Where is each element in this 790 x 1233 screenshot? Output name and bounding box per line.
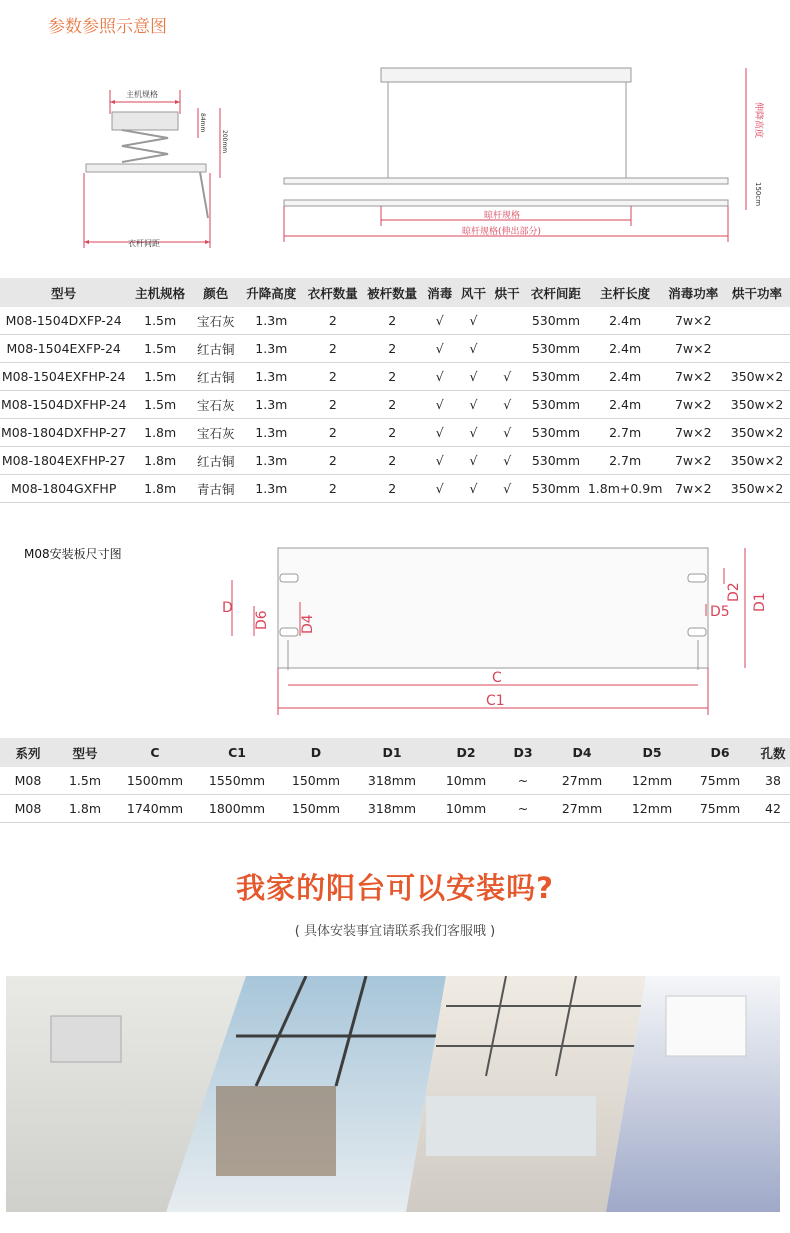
spec-cell: 2.7m (588, 419, 663, 447)
spec-cell: 7w×2 (662, 307, 724, 335)
spec-cell: 宝石灰 (193, 391, 239, 419)
spec-cell: 宝石灰 (193, 419, 239, 447)
section-title: 参数参照示意图 (48, 17, 167, 37)
dims-table-body (0, 767, 790, 823)
table-row (0, 363, 790, 391)
spec-cell: M08-1804GXFHP (0, 475, 127, 503)
spec-cell: 7w×2 (662, 447, 724, 475)
spec-cell: 530mm (524, 391, 588, 419)
spec-cell: 1.3m (239, 335, 305, 363)
spec-cell: 2 (304, 475, 361, 503)
spec-cell: 2 (304, 363, 361, 391)
label-D2: D2 (726, 582, 742, 602)
spec-cell: 530mm (524, 419, 588, 447)
dims-header-8: D4 (544, 738, 620, 767)
dims-cell: 12mm (620, 795, 684, 823)
dims-header-7: D3 (502, 738, 544, 767)
spec-cell: M08-1804EXFHP-27 (0, 447, 127, 475)
dims-header-2: C (114, 738, 196, 767)
spec-cell: M08-1504EXFHP-24 (0, 363, 127, 391)
dims-header-11: 孔数 (756, 738, 790, 767)
spec-cell: √ (423, 475, 457, 503)
label-C1: C1 (486, 693, 505, 709)
spec-cell: 2 (362, 419, 423, 447)
dims-table (0, 738, 790, 823)
spec-header-9: 衣杆间距 (524, 278, 588, 307)
label-D6: D6 (254, 610, 270, 630)
spec-cell: 350w×2 (724, 419, 790, 447)
label-D5: D5 (710, 604, 730, 620)
dim-84-label: 84mm (199, 113, 206, 133)
spec-cell: 530mm (524, 475, 588, 503)
spec-cell: 2 (362, 335, 423, 363)
dims-cell: 38 (756, 767, 790, 795)
dims-header-5: D1 (354, 738, 430, 767)
dim-200-label: 200mm (221, 130, 228, 154)
spec-cell (490, 335, 524, 363)
spec-cell: 1.5m (127, 391, 193, 419)
spec-cell: 1.5m (127, 307, 193, 335)
spec-cell: 2 (304, 447, 361, 475)
spec-cell: 1.3m (239, 391, 305, 419)
dims-cell: 42 (756, 795, 790, 823)
rack-spec-label: 晾杆规格 (484, 211, 521, 221)
dims-cell: 1.8m (56, 795, 114, 823)
spec-cell: 2 (362, 447, 423, 475)
spec-cell: 2 (362, 307, 423, 335)
spec-header-5: 被杆数量 (362, 278, 423, 307)
spec-cell: 1.8m (127, 447, 193, 475)
spec-cell: 2 (304, 419, 361, 447)
spec-cell: 350w×2 (724, 363, 790, 391)
table-row (0, 795, 790, 823)
spec-cell: 530mm (524, 447, 588, 475)
spec-cell: 7w×2 (662, 335, 724, 363)
spec-cell: 1.5m (127, 335, 193, 363)
dims-header-6: D2 (430, 738, 502, 767)
spec-cell: 2 (362, 363, 423, 391)
spec-header-4: 衣杆数量 (304, 278, 361, 307)
dims-cell: 10mm (430, 795, 502, 823)
spec-table (0, 278, 790, 503)
spec-cell: 2 (362, 391, 423, 419)
spec-cell: √ (490, 363, 524, 391)
dims-header-0: 系列 (0, 738, 56, 767)
spec-cell: 1.8m (127, 475, 193, 503)
spec-header-12: 烘干功率 (724, 278, 790, 307)
dims-cell: ~ (502, 795, 544, 823)
spec-header-6: 消毒 (423, 278, 457, 307)
spec-cell: √ (457, 391, 491, 419)
dim-150-label: 150cm (754, 182, 762, 207)
spec-table-body (0, 307, 790, 503)
spec-cell: √ (457, 307, 491, 335)
spec-cell: 1.5m (127, 363, 193, 391)
table-row (0, 391, 790, 419)
spec-cell: 2.4m (588, 391, 663, 419)
spec-cell: 1.3m (239, 419, 305, 447)
spec-cell: 1.3m (239, 307, 305, 335)
spec-cell (724, 335, 790, 363)
spec-cell: M08-1504DXFP-24 (0, 307, 127, 335)
dims-cell: 1500mm (114, 767, 196, 795)
spec-cell: √ (490, 419, 524, 447)
dims-cell: ~ (502, 767, 544, 795)
dims-cell: 27mm (544, 767, 620, 795)
spec-cell: 2 (362, 475, 423, 503)
headline: 我家的阳台可以安装吗? (236, 871, 554, 905)
spec-cell: 530mm (524, 307, 588, 335)
spec-cell: √ (490, 391, 524, 419)
dims-cell: 150mm (278, 767, 354, 795)
spec-cell: 7w×2 (662, 363, 724, 391)
spec-header-8: 烘干 (490, 278, 524, 307)
spec-cell: √ (423, 419, 457, 447)
dims-cell: 75mm (684, 767, 756, 795)
spec-cell: 2 (304, 335, 361, 363)
spec-header-1: 主机规格 (127, 278, 193, 307)
spec-header-11: 消毒功率 (662, 278, 724, 307)
spec-cell: 1.3m (239, 363, 305, 391)
spec-cell: 1.3m (239, 475, 305, 503)
spec-cell: 红古铜 (193, 363, 239, 391)
spec-cell: √ (423, 335, 457, 363)
label-D: D (222, 600, 233, 616)
spec-cell: 2 (304, 307, 361, 335)
balcony-photo-collage (6, 976, 780, 1212)
spec-header-10: 主杆长度 (588, 278, 663, 307)
spec-cell: 1.3m (239, 447, 305, 475)
table-row (0, 419, 790, 447)
spec-cell: 宝石灰 (193, 307, 239, 335)
spec-cell: √ (457, 363, 491, 391)
spec-cell: 350w×2 (724, 447, 790, 475)
table-row (0, 447, 790, 475)
dims-cell: 1550mm (196, 767, 278, 795)
spec-cell: M08-1504DXFHP-24 (0, 391, 127, 419)
dims-header-row (0, 738, 790, 767)
rack-diagram (276, 60, 776, 250)
dims-cell: 27mm (544, 795, 620, 823)
spec-cell: 1.8m (127, 419, 193, 447)
table-row (0, 307, 790, 335)
table-row (0, 335, 790, 363)
spec-cell: √ (457, 335, 491, 363)
host-spec-label: 主机规格 (126, 90, 158, 99)
spec-cell: 2.4m (588, 335, 663, 363)
spec-cell: √ (457, 475, 491, 503)
dims-cell: 318mm (354, 795, 430, 823)
lift-height-label: 伸降高度 (753, 102, 763, 139)
rack-spec-ext-label: 晾杆规格(伸出部分) (462, 227, 542, 237)
spec-cell: √ (423, 391, 457, 419)
dims-header-9: D5 (620, 738, 684, 767)
label-D4: D4 (300, 614, 316, 634)
spec-header-7: 风干 (457, 278, 491, 307)
dims-cell: 75mm (684, 795, 756, 823)
spec-cell: √ (490, 447, 524, 475)
spec-cell: 2.4m (588, 307, 663, 335)
spec-cell: 7w×2 (662, 419, 724, 447)
spec-cell: M08-1504EXFP-24 (0, 335, 127, 363)
mount-plate-title: M08安装板尺寸图 (24, 547, 122, 561)
spec-cell: √ (490, 475, 524, 503)
dims-cell: 1740mm (114, 795, 196, 823)
spec-cell: 2.4m (588, 363, 663, 391)
table-row (0, 475, 790, 503)
subline: ( 具体安装事宜请联系我们客服哦 ) (294, 924, 496, 939)
dims-cell: 150mm (278, 795, 354, 823)
spec-header-3: 升降高度 (239, 278, 305, 307)
rod-spacing-label: 衣杆间距 (128, 239, 160, 248)
spec-cell: 1.8m+0.9m (588, 475, 663, 503)
spec-cell: 530mm (524, 335, 588, 363)
label-D1: D1 (752, 592, 768, 612)
dims-cell: 12mm (620, 767, 684, 795)
dims-cell: 318mm (354, 767, 430, 795)
spec-cell (724, 307, 790, 335)
spec-cell: √ (457, 419, 491, 447)
dims-cell: 1.5m (56, 767, 114, 795)
dims-header-10: D6 (684, 738, 756, 767)
spec-header-row (0, 278, 790, 307)
spec-header-2: 颜色 (193, 278, 239, 307)
dims-cell: M08 (0, 795, 56, 823)
mount-plate-diagram (210, 540, 770, 720)
spec-cell: 350w×2 (724, 475, 790, 503)
dims-cell: 10mm (430, 767, 502, 795)
spec-cell: M08-1804DXFHP-27 (0, 419, 127, 447)
spec-cell: 2.7m (588, 447, 663, 475)
spec-cell: 7w×2 (662, 391, 724, 419)
spec-cell: 2 (304, 391, 361, 419)
spec-cell: √ (457, 447, 491, 475)
table-row (0, 767, 790, 795)
spec-cell: 350w×2 (724, 391, 790, 419)
spec-header-0: 型号 (0, 278, 127, 307)
dims-header-3: C1 (196, 738, 278, 767)
dims-cell: M08 (0, 767, 56, 795)
spec-cell: √ (423, 363, 457, 391)
spec-cell: √ (423, 447, 457, 475)
spec-cell: 7w×2 (662, 475, 724, 503)
dims-header-1: 型号 (56, 738, 114, 767)
label-C: C (492, 670, 502, 686)
spec-cell: 红古铜 (193, 447, 239, 475)
spec-cell: 530mm (524, 363, 588, 391)
spec-cell (490, 307, 524, 335)
spec-cell: 青古铜 (193, 475, 239, 503)
photo-grid-ceiling (406, 976, 646, 1212)
dims-header-4: D (278, 738, 354, 767)
host-diagram (70, 78, 250, 258)
dims-cell: 1800mm (196, 795, 278, 823)
spec-cell: √ (423, 307, 457, 335)
spec-cell: 红古铜 (193, 335, 239, 363)
